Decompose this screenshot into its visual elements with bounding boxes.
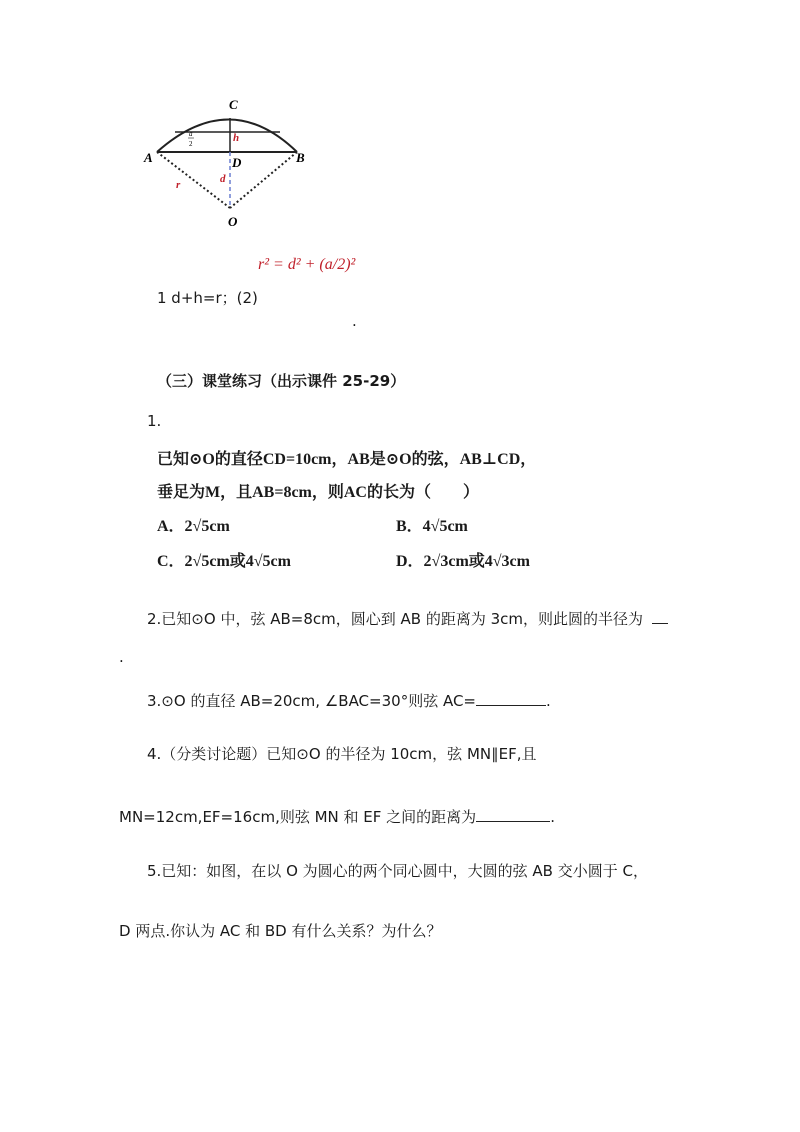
label-d: D bbox=[232, 155, 242, 170]
q4-trailing: . bbox=[550, 808, 555, 826]
label-b: B bbox=[296, 150, 305, 165]
q1-option-d: D．2√3cm或4√3cm bbox=[396, 553, 530, 570]
q1-option-a: A．2√5cm bbox=[157, 518, 230, 535]
q4-line2-body: MN=12cm,EF=16cm,则弦 MN 和 EF 之间的距离为 bbox=[119, 808, 477, 826]
label-c: C bbox=[229, 97, 238, 112]
q5-line2: D 两点.你认为 AC 和 BD 有什么关系？为什么？ bbox=[119, 922, 442, 940]
circle-segment-diagram bbox=[140, 92, 320, 232]
label-r: r bbox=[176, 179, 181, 191]
radius-formula bbox=[258, 256, 355, 274]
q4-line2 bbox=[119, 806, 555, 827]
radius-formula-text: r² = d² + (a/2)² bbox=[258, 256, 356, 273]
q3-trailing: . bbox=[546, 692, 551, 710]
q1-option-b: B．4√5cm bbox=[396, 518, 468, 535]
q3-answer-blank[interactable] bbox=[476, 705, 546, 706]
q2-text-body: 2.已知⊙O 中，弦 AB=8cm，圆心到 AB 的距离为 3cm，则此圆的半径为 bbox=[147, 610, 644, 628]
label-o: O bbox=[228, 214, 238, 229]
label-a-half-den: 2 bbox=[189, 140, 193, 148]
q5-line1: 5.已知：如图，在以 O 为圆心的两个同心圆中，大圆的弦 AB 交小圆于 C， bbox=[147, 862, 648, 880]
q1-line2: 垂足为M，且AB=8cm，则AC的长为（ ） bbox=[157, 484, 479, 501]
q2-answer-blank[interactable] bbox=[652, 623, 668, 624]
q4-line1: 4.（分类讨论题）已知⊙O 的半径为 10cm，弦 MN∥EF,且 bbox=[147, 745, 537, 763]
arc-acb bbox=[157, 120, 297, 153]
q2-trailing: . bbox=[119, 648, 124, 666]
formula-line-text: 1 d+h=r；(2) bbox=[157, 289, 258, 307]
q1-option-c: C．2√5cm或4√5cm bbox=[157, 553, 291, 570]
label-a-half-num: a bbox=[189, 130, 193, 138]
section-heading: （三）课堂练习（出示课件 25-29） bbox=[157, 372, 406, 390]
formula-trailing-dot: . bbox=[352, 312, 357, 330]
q3-text bbox=[147, 690, 551, 711]
q2-text bbox=[147, 608, 668, 629]
label-d-small: d bbox=[220, 173, 226, 185]
label-a: A bbox=[144, 150, 153, 165]
label-h: h bbox=[233, 132, 240, 144]
q4-answer-blank[interactable] bbox=[476, 821, 550, 822]
q1-line1: 已知⊙O的直径CD=10cm，AB是⊙O的弦，AB⊥CD， bbox=[157, 451, 537, 468]
q1-number: 1. bbox=[147, 412, 162, 430]
q3-text-body: 3.⊙O 的直径 AB=20cm, ∠BAC=30°则弦 AC= bbox=[147, 692, 476, 710]
